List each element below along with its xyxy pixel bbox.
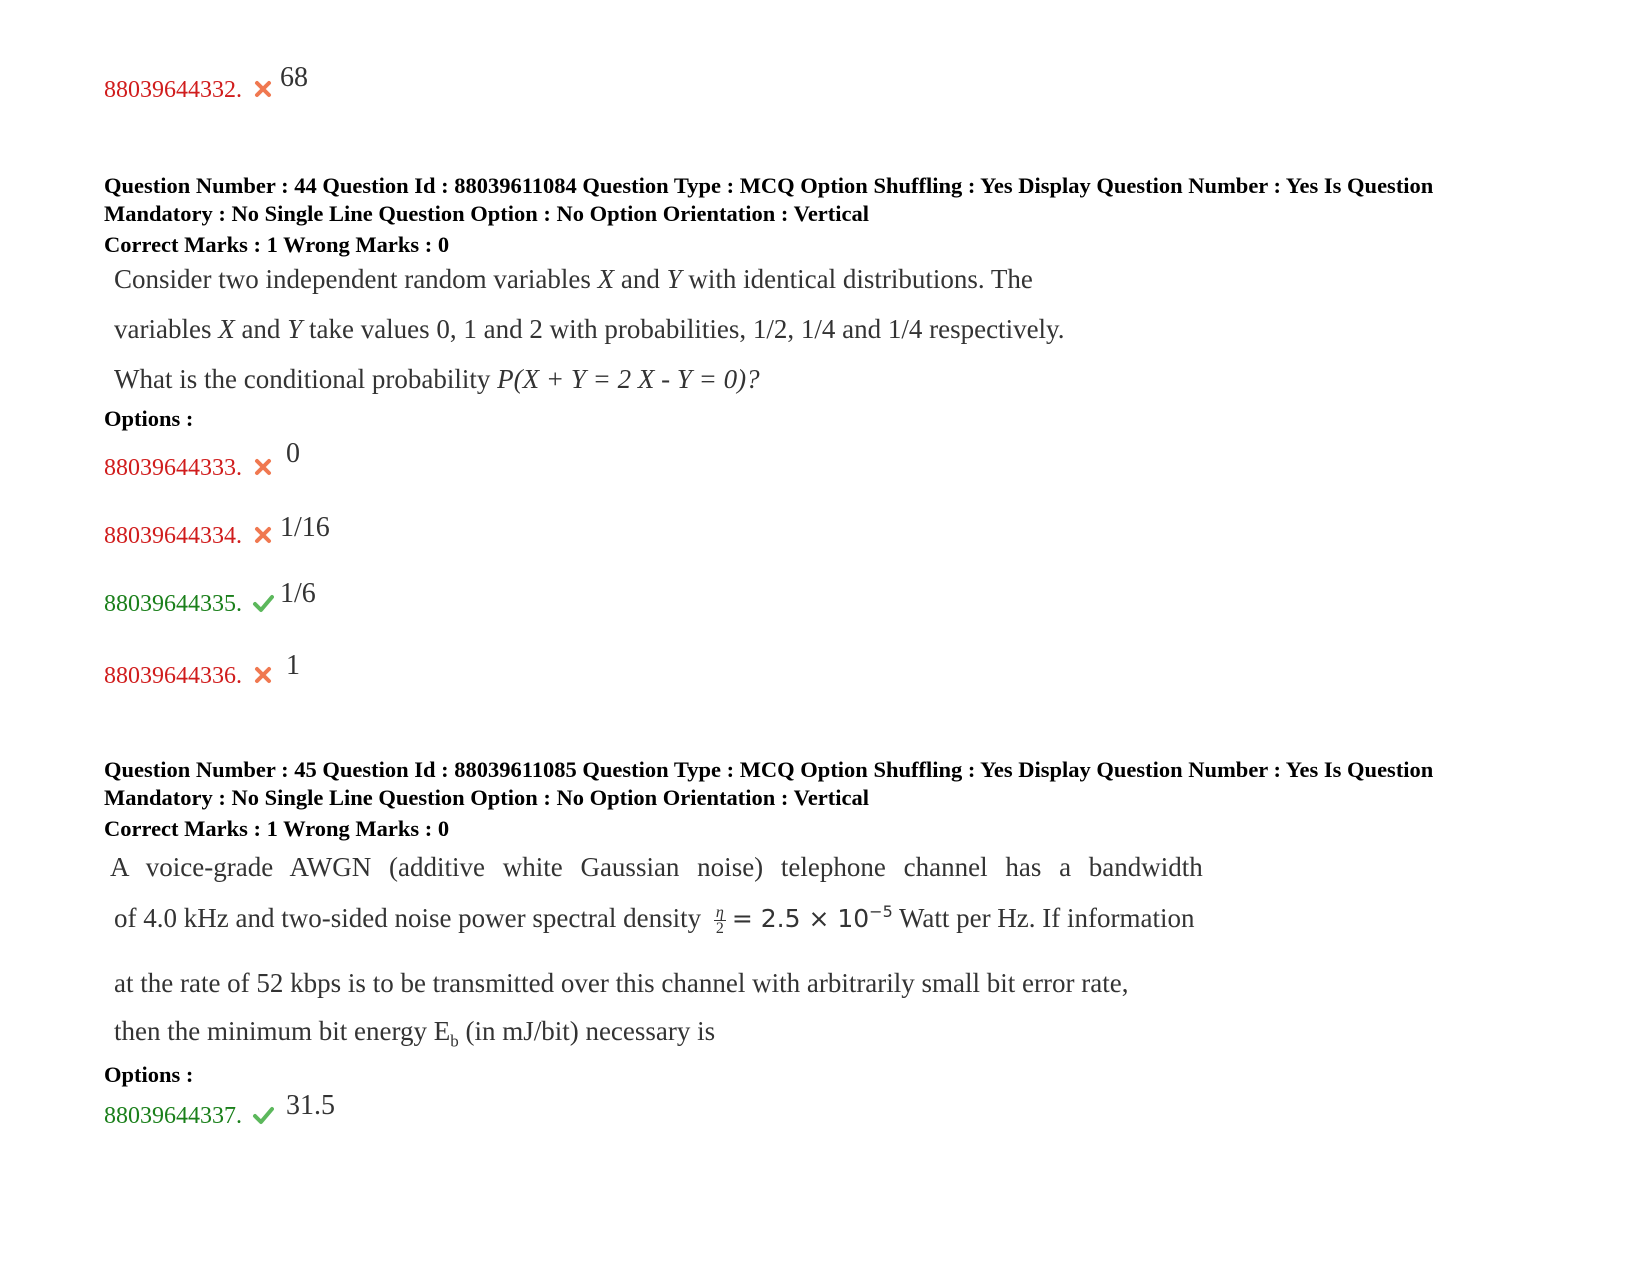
question-marks: Correct Marks : 1 Wrong Marks : 0	[104, 816, 450, 841]
option-id: 88039644337.	[104, 1103, 242, 1129]
options-label: Options :	[104, 1062, 194, 1087]
option-value: 31.5	[286, 1090, 335, 1121]
eta-over-two: $\frac{\eta}{2}$	[715, 904, 724, 938]
question-meta: Question Number : 45 Question Id : 88039611085 Question Type : MCQ Option Shuffling : Yes Display Question Number : Yes Is Question Mandatory : No Single Line Question Option : No Option Orientation : Vertical	[104, 757, 1434, 810]
question-text-line: Consider two independent random variables X and Y with identical distributions. The	[114, 264, 1033, 294]
question-text-line: of 4.0 kHz and two-sided noise power spectral density $\frac{\eta}{2}$ = $2.5 \times 10^{-5}$ Watt per Hz. If information	[114, 902, 1195, 938]
option-value: 1/6	[280, 578, 316, 609]
question-text-line: What is the conditional probability P(X + Y = 2 X - Y = 0)?	[114, 364, 760, 394]
option-value: 1	[286, 650, 300, 681]
option-value: 1/16	[280, 512, 330, 543]
option-id: 88039644335.	[104, 591, 242, 617]
option-value: 68	[280, 62, 308, 93]
options-label: Options :	[104, 406, 194, 431]
question-text-line: then the minimum bit energy $E_b$ (in mJ/bit) necessary is	[114, 1016, 716, 1051]
option-id: 88039644336.	[104, 663, 242, 689]
option-id: 88039644334.	[104, 523, 242, 549]
cross-icon	[252, 524, 274, 546]
question-marks: Correct Marks : 1 Wrong Marks : 0	[104, 232, 450, 257]
cross-icon	[252, 664, 274, 686]
question-meta: Question Number : 44 Question Id : 88039611084 Question Type : MCQ Option Shuffling : Yes Display Question Number : Yes Is Question Mandatory : No Single Line Question Option : No Option Orientation : Vertical	[104, 173, 1434, 226]
option-id: 88039644333.	[104, 455, 242, 481]
question-text-line: A voice-grade AWGN (additive white Gaussian noise) telephone channel has a bandwidth	[110, 852, 1203, 882]
option-id: 88039644332.	[104, 77, 242, 103]
check-icon	[252, 592, 274, 614]
cross-icon	[252, 456, 274, 478]
option-value: 0	[286, 438, 300, 469]
question-text-line: at the rate of 52 kbps is to be transmitted over this channel with arbitrarily small bit error rate,	[114, 968, 1129, 998]
cross-icon	[252, 78, 274, 100]
check-icon	[252, 1104, 274, 1126]
question-text-line: variables X and Y take values 0, 1 and 2 with probabilities, 1/2, 1/4 and 1/4 respectively.	[114, 314, 1065, 344]
